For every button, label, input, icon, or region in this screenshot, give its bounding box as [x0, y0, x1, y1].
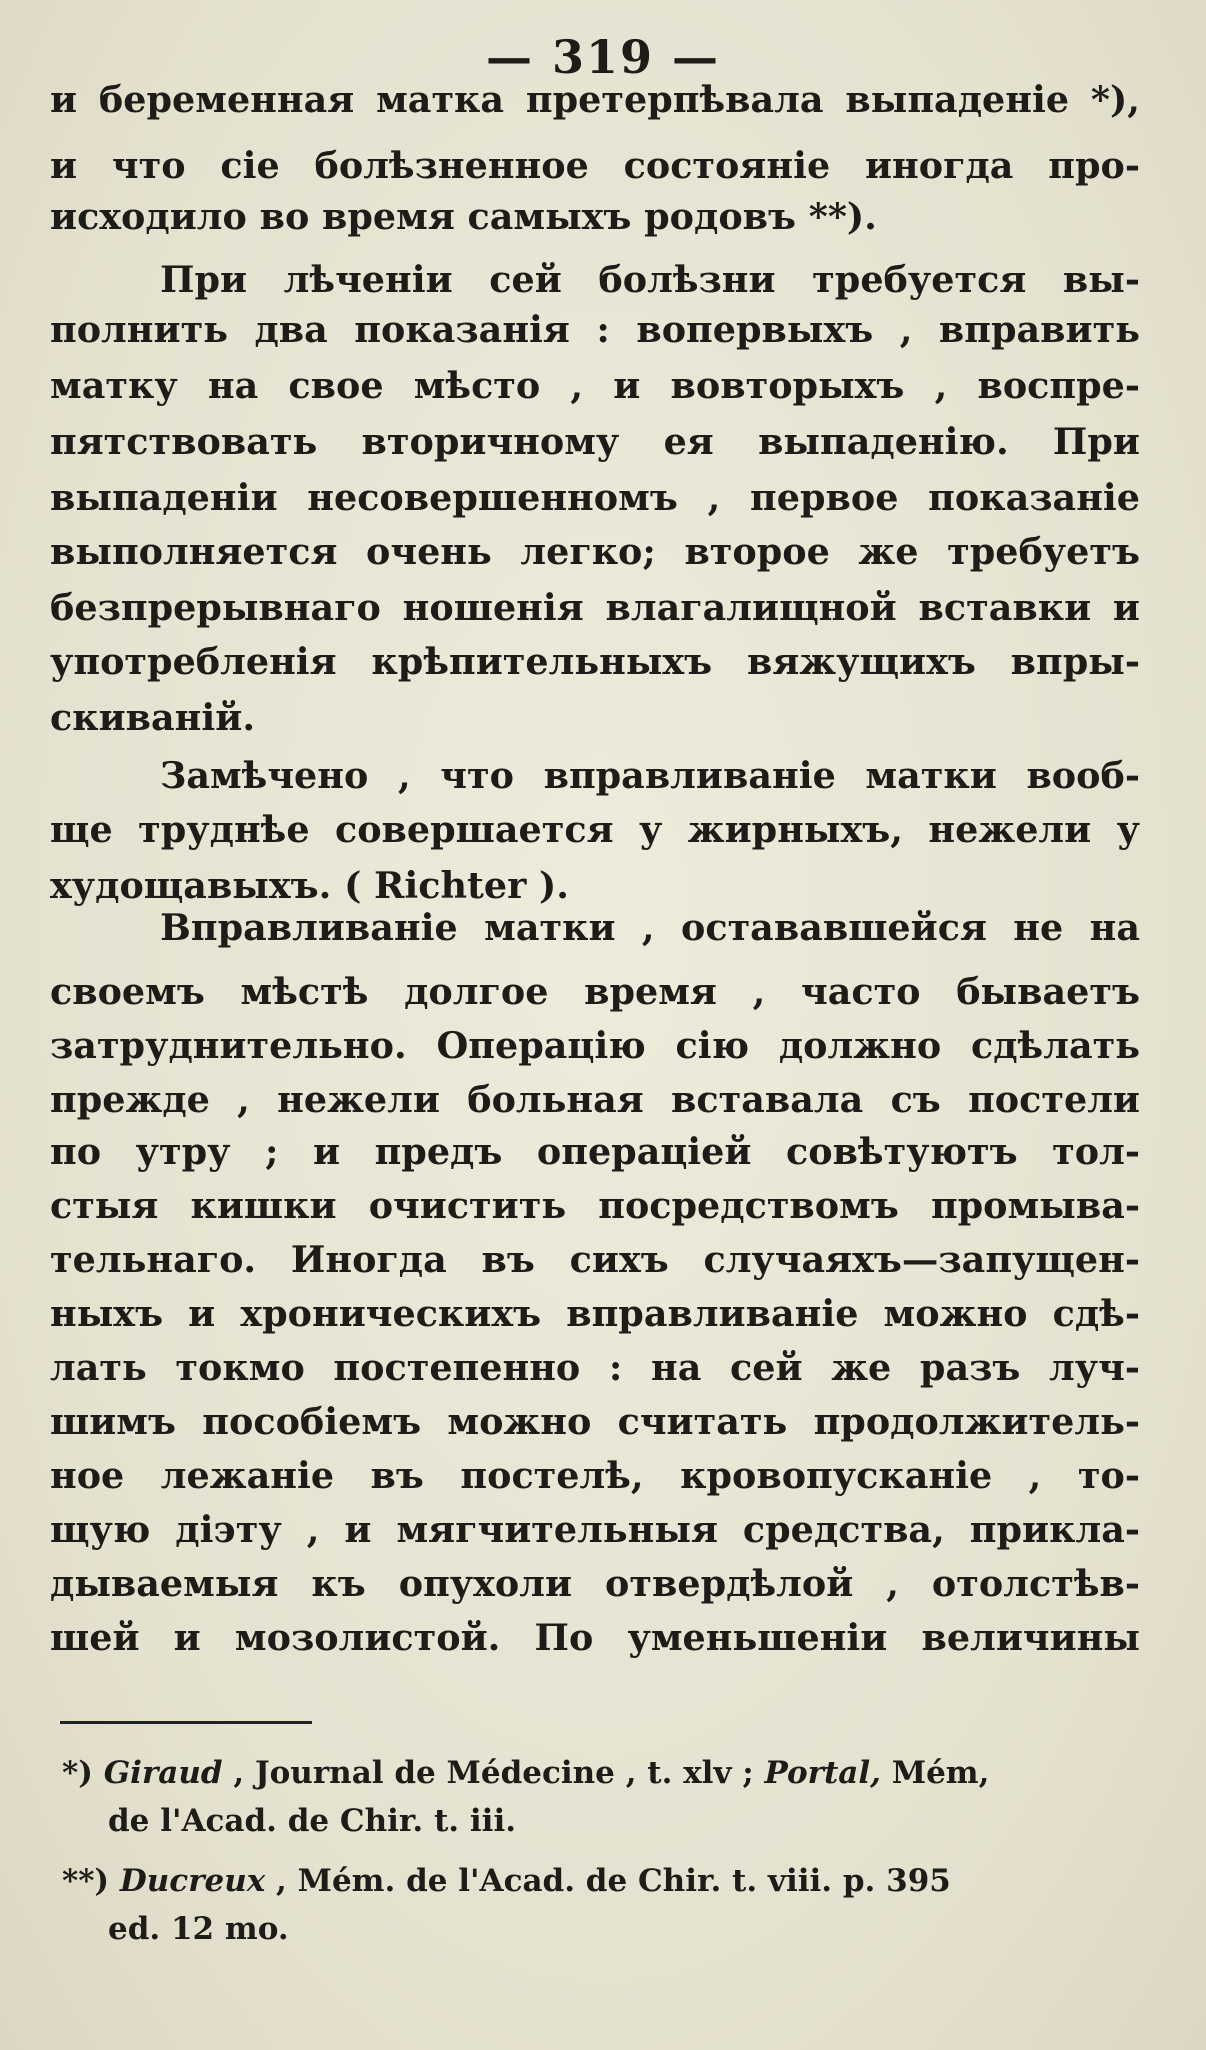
- text-line: безпрерывнаго ношенія влагалищной вставки и: [50, 586, 1140, 629]
- footnote-1: [62, 1752, 989, 1794]
- text-line: лать токмо постепенно : на сей же разъ луч-: [50, 1346, 1140, 1389]
- text-line: выпаденіи несовершенномъ , первое показаніе: [50, 476, 1140, 519]
- footnote-text: , Journal de Médecine , t. xlv ;: [222, 1755, 754, 1791]
- text-line: ще труднѣе совершается у жирныхъ, нежели у: [50, 808, 1140, 851]
- text-line: своемъ мѣстѣ долгое время , часто бываетъ: [50, 970, 1140, 1013]
- text-line: тельнаго. Иногда въ сихъ случаяхъ—запущен-: [50, 1238, 1140, 1281]
- footnote-mark: **): [62, 1863, 110, 1899]
- text-line: стыя кишки очистить посредствомъ промыва-: [50, 1184, 1140, 1227]
- text-line: худощавыхъ. ( Richter ).: [50, 864, 570, 907]
- text-line: скиваній.: [50, 696, 256, 739]
- footnote-1-continuation: de l'Acad. de Chir. t. iii.: [108, 1803, 517, 1839]
- text-line: и что сіе болѣзненное состояніе иногда про-: [50, 144, 1140, 187]
- text-line: дываемыя къ опухоли отвердѣлой , отолстѣв-: [50, 1562, 1140, 1605]
- text-line: исходило во время самыхъ родовъ **).: [50, 195, 877, 238]
- text-line: При лѣченіи сей болѣзни требуется вы-: [160, 258, 1140, 301]
- text-line: щую діэту , и мягчительныя средства, прикла-: [50, 1508, 1140, 1551]
- text-line: прежде , нежели больная вставала съ постели: [50, 1078, 1140, 1121]
- text-line: Вправливаніе матки , остававшейся не на: [160, 906, 1140, 949]
- text-line: употребленія крѣпительныхъ вяжущихъ впры-: [50, 640, 1140, 683]
- text-line: полнить два показанія : вопервыхъ , вправить: [50, 308, 1140, 351]
- text-line: Замѣчено , что вправливаніе матки вооб-: [160, 754, 1140, 797]
- footnote-mark: *): [62, 1755, 93, 1791]
- text-line: ныхъ и хроническихъ вправливаніе можно сдѣ-: [50, 1292, 1140, 1335]
- footnote-2: [62, 1860, 951, 1902]
- footnote-text: , Mém. de l'Acad. de Chir. t. viii. p. 395: [265, 1863, 951, 1899]
- text-line: затруднительно. Операцію сію должно сдѣлать: [50, 1024, 1140, 1067]
- text-line: шимъ пособіемъ можно считать продолжитель-: [50, 1400, 1140, 1443]
- text-line: выполняется очень легко; второе же требуетъ: [50, 530, 1140, 573]
- text-line: шей и мозолистой. По уменьшеніи величины: [50, 1616, 1140, 1659]
- text-line: матку на свое мѣсто , и вовторыхъ , воспре-: [50, 364, 1140, 407]
- page-number: — 319 —: [485, 30, 721, 84]
- footnote-author: Portal,: [764, 1755, 881, 1791]
- text-line: и беременная матка претерпѣвала выпаденіе *),: [50, 78, 1140, 121]
- footnote-author: Ducreux: [119, 1863, 266, 1899]
- text-line: пятствовать вторичному ея выпаденію. При: [50, 420, 1140, 463]
- footnote-text: Mém,: [880, 1755, 990, 1791]
- text-line: по утру ; и предъ операціей совѣтуютъ тол-: [50, 1130, 1140, 1173]
- footnote-2-continuation: ed. 12 mo.: [108, 1911, 289, 1947]
- footnote-divider: [60, 1721, 312, 1724]
- text-line: ное лежаніе въ постелѣ, кровопусканіе , то-: [50, 1454, 1140, 1497]
- footnote-author: Giraud: [103, 1755, 223, 1791]
